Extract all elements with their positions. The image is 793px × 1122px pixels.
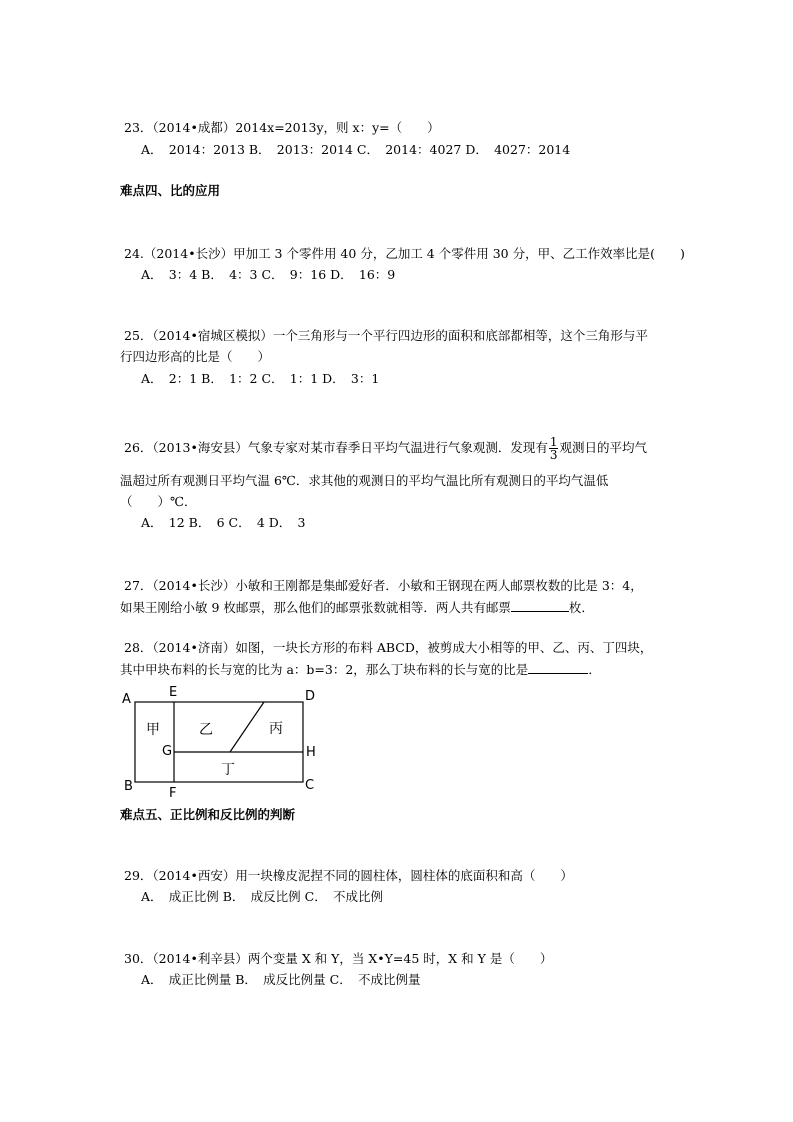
piece-yi-label: 乙 bbox=[199, 722, 213, 738]
fraction-numerator: 1 bbox=[549, 435, 558, 449]
label-d: D bbox=[305, 689, 316, 704]
label-f: F bbox=[169, 786, 177, 800]
q30-options: A． 成正比例量 B． 成反比例量 C． 不成比例量 bbox=[141, 972, 421, 987]
q30-stem: 30．（2014•利辛县）两个变量 X 和 Y，当 X•Y=45 时，X 和 Y 是（ ） bbox=[124, 951, 553, 966]
answer-blank bbox=[511, 599, 569, 612]
cloth-rectangle-figure bbox=[118, 684, 328, 800]
q29-stem: 29．（2014•西安）用一块橡皮泥捏不同的圆柱体，圆柱体的底面积和高（ ） bbox=[124, 868, 573, 883]
q28-text-before-blank: 其中甲块布料的长与宽的比为 a：b=3：2，那么丁块布料的长与宽的比是 bbox=[120, 662, 529, 677]
q26-stem-line1 bbox=[124, 432, 647, 464]
label-b: B bbox=[124, 779, 133, 794]
q27-text-after-blank: 枚． bbox=[568, 600, 594, 615]
label-g: G bbox=[162, 744, 173, 759]
q28-stem-line1: 28．（2014•济南）如图，一块长方形的布料 ABCD，被剪成大小相等的甲、乙、丙、丁四块， bbox=[124, 640, 653, 655]
label-e: E bbox=[169, 685, 178, 700]
q26-stem-line2: 温超过所有观测日平均气温 6℃．求其他的观测日的平均气温比所有观测日的平均气温低 bbox=[120, 473, 609, 488]
q28-stem-line2 bbox=[120, 661, 601, 678]
q26-options: A． 12 B． 6 C． 4 D． 3 bbox=[141, 515, 306, 530]
piece-ding-label: 丁 bbox=[221, 762, 235, 778]
q27-stem-line1: 27．（2014•长沙）小敏和王刚都是集邮爱好者．小敏和王钢现在两人邮票枚数的比是 3：4， bbox=[124, 578, 643, 593]
fraction-denominator: 3 bbox=[549, 448, 558, 462]
rectangle-abcd bbox=[135, 702, 303, 782]
label-a: A bbox=[122, 692, 131, 707]
q26-stem-line3: （ ）℃． bbox=[120, 494, 197, 509]
q28-text-after-blank: ． bbox=[588, 662, 601, 677]
q25-options: A． 2：1 B． 1：2 C． 1：1 D． 3：1 bbox=[141, 371, 380, 386]
diagonal-cut bbox=[230, 702, 264, 752]
label-h: H bbox=[306, 745, 316, 760]
label-c: C bbox=[305, 778, 315, 793]
q24-options: A． 3：4 B． 4：3 C． 9：16 D． 16：9 bbox=[141, 267, 396, 282]
q26-text-after-fraction: 观测日的平均气 bbox=[559, 440, 647, 455]
q23-options: A． 2014：2013 B． 2013：2014 C． 2014：4027 D． 4027：2014 bbox=[141, 142, 571, 157]
q29-options: A． 成正比例 B． 成反比例 C． 不成比例 bbox=[141, 889, 383, 904]
q23-stem: 23．（2014•成都）2014x=2013y，则 x：y=（ ） bbox=[124, 120, 440, 135]
section-heading-5: 难点五、正比例和反比例的判断 bbox=[120, 807, 296, 822]
q27-text-before-blank: 如果王刚给小敏 9 枚邮票，那么他们的邮票张数就相等．两人共有邮票 bbox=[120, 600, 511, 615]
piece-jia-label: 甲 bbox=[146, 722, 160, 738]
q24-stem: 24.（2014•长沙）甲加工 3 个零件用 40 分，乙加工 4 个零件用 30 分，甲、乙工作效率比是( ) bbox=[124, 246, 685, 261]
answer-blank bbox=[528, 661, 588, 674]
section-heading-4: 难点四、比的应用 bbox=[120, 183, 221, 198]
q25-stem-line1: 25．（2014•宿城区模拟）一个三角形与一个平行四边形的面积和底部都相等，这个三角形与平 bbox=[124, 328, 648, 343]
fraction bbox=[549, 436, 559, 461]
q25-stem-line2: 行四边形高的比是（ ） bbox=[120, 349, 271, 364]
piece-bing-label: 丙 bbox=[269, 721, 283, 737]
q26-text-before-fraction: 26．（2013•海安县）气象专家对某市春季日平均气温进行气象观测．发现有 bbox=[124, 440, 548, 455]
q27-stem-line2 bbox=[120, 599, 594, 616]
